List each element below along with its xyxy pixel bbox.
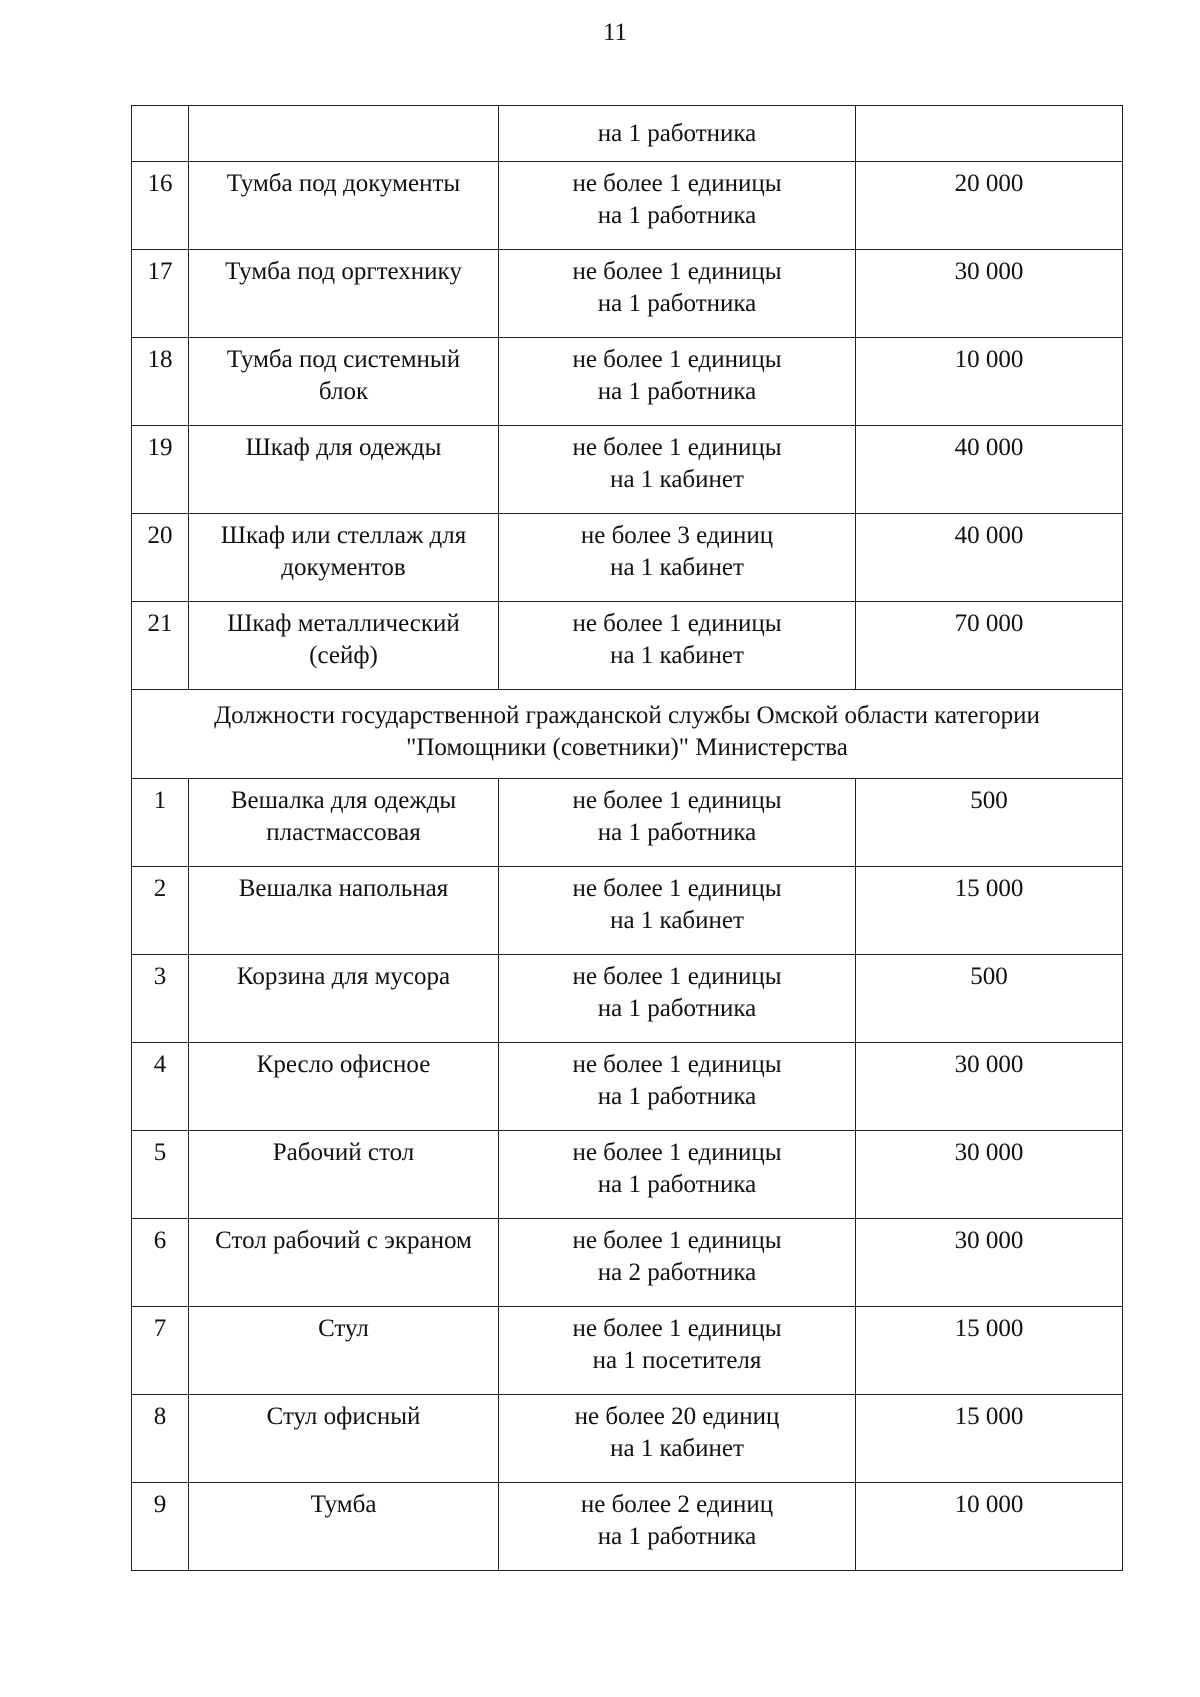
quantity-line: не более 1 единицы xyxy=(572,258,782,285)
item-name-line: документов xyxy=(281,554,406,581)
section-header-line: "Помощники (советники)" Министерства xyxy=(406,734,848,761)
table-row xyxy=(132,514,1123,602)
price-cell: 500 xyxy=(856,779,1123,867)
row-number-cell: 8 xyxy=(132,1395,189,1483)
quantity-cell xyxy=(499,779,856,867)
item-name-line: Корзина для мусора xyxy=(236,963,451,990)
quantity-line: на 1 работника xyxy=(597,290,757,317)
quantity-line: не более 1 единицы xyxy=(572,1139,782,1166)
table-row xyxy=(132,1483,1123,1571)
quantity-cell xyxy=(499,1307,856,1395)
item-name-cell xyxy=(189,1395,499,1483)
quantity-cell xyxy=(499,602,856,690)
quantity-line: не более 1 единицы xyxy=(572,610,782,637)
price-cell: 40 000 xyxy=(856,514,1123,602)
item-name-cell xyxy=(189,250,499,338)
quantity-line: на 1 кабинет xyxy=(610,466,744,493)
table-row xyxy=(132,1307,1123,1395)
row-number-cell: 17 xyxy=(132,250,189,338)
item-name-line: Вешалка напольная xyxy=(238,875,449,902)
item-name-line: Стул xyxy=(318,1315,369,1342)
quantity-line: на 1 кабинет xyxy=(610,554,744,581)
row-number-cell xyxy=(132,106,189,162)
quantity-line: не более 1 единицы xyxy=(572,346,782,373)
quantity-line: на 1 работника xyxy=(597,120,757,147)
item-name-cell xyxy=(189,779,499,867)
quantity-cell xyxy=(499,1219,856,1307)
item-name-line: Шкаф металлический xyxy=(227,610,460,637)
item-name-line: Вешалка для одежды xyxy=(230,787,457,814)
item-name-cell xyxy=(189,1043,499,1131)
table-row xyxy=(132,162,1123,250)
table-row xyxy=(132,1131,1123,1219)
price-cell: 20 000 xyxy=(856,162,1123,250)
row-number-cell: 19 xyxy=(132,426,189,514)
furniture-norms-table xyxy=(131,105,1123,1571)
row-number-cell: 7 xyxy=(132,1307,189,1395)
item-name-cell xyxy=(189,1483,499,1571)
quantity-line: на 1 посетителя xyxy=(592,1347,762,1374)
quantity-cell xyxy=(499,426,856,514)
quantity-cell xyxy=(499,1395,856,1483)
quantity-line: не более 20 единиц xyxy=(574,1403,780,1430)
item-name-cell xyxy=(189,514,499,602)
price-cell: 30 000 xyxy=(856,1131,1123,1219)
table-row xyxy=(132,602,1123,690)
row-number-cell: 16 xyxy=(132,162,189,250)
item-name-line: блок xyxy=(318,378,369,405)
row-number-cell: 21 xyxy=(132,602,189,690)
quantity-line: не более 3 единиц xyxy=(580,522,774,549)
item-name-cell xyxy=(189,426,499,514)
quantity-cell xyxy=(499,1131,856,1219)
page-number: 11 xyxy=(602,19,628,46)
price-cell: 15 000 xyxy=(856,1307,1123,1395)
quantity-cell xyxy=(499,250,856,338)
quantity-line: не более 1 единицы xyxy=(572,963,782,990)
row-number-cell: 9 xyxy=(132,1483,189,1571)
item-name-line: Шкаф или стеллаж для xyxy=(220,522,467,549)
row-number-cell: 20 xyxy=(132,514,189,602)
quantity-cell xyxy=(499,955,856,1043)
quantity-line: на 1 работника xyxy=(597,1523,757,1550)
table-row xyxy=(132,867,1123,955)
row-number-cell: 3 xyxy=(132,955,189,1043)
quantity-cell xyxy=(499,514,856,602)
table-row xyxy=(132,1395,1123,1483)
price-cell: 40 000 xyxy=(856,426,1123,514)
quantity-line: не более 1 единицы xyxy=(572,1227,782,1254)
item-name-line: Шкаф для одежды xyxy=(245,434,442,461)
item-name-cell xyxy=(189,602,499,690)
table-row xyxy=(132,779,1123,867)
section-header-row xyxy=(132,690,1123,779)
table-row xyxy=(132,1043,1123,1131)
row-number-cell: 4 xyxy=(132,1043,189,1131)
table-row xyxy=(132,106,1123,162)
row-number-cell: 18 xyxy=(132,338,189,426)
section-header-line: Должности государственной гражданской службы Омской области категории xyxy=(214,702,1040,729)
table-row xyxy=(132,338,1123,426)
price-cell: 500 xyxy=(856,955,1123,1043)
quantity-line: не более 1 единицы xyxy=(572,875,782,902)
table-body xyxy=(132,106,1123,1571)
quantity-cell xyxy=(499,106,856,162)
price-cell: 70 000 xyxy=(856,602,1123,690)
table-row xyxy=(132,426,1123,514)
quantity-line: не более 1 единицы xyxy=(572,1315,782,1342)
row-number-cell: 5 xyxy=(132,1131,189,1219)
item-name-cell xyxy=(189,867,499,955)
quantity-line: не более 1 единицы xyxy=(572,170,782,197)
quantity-line: не более 1 единицы xyxy=(572,434,782,461)
quantity-line: на 1 работника xyxy=(597,1171,757,1198)
quantity-line: на 1 работника xyxy=(597,202,757,229)
table-row xyxy=(132,1219,1123,1307)
table-row xyxy=(132,250,1123,338)
item-name-line: Тумба под системный xyxy=(226,346,461,373)
quantity-line: не более 1 единицы xyxy=(572,1051,782,1078)
row-number-cell: 1 xyxy=(132,779,189,867)
item-name-line: (сейф) xyxy=(309,642,378,669)
item-name-cell xyxy=(189,1131,499,1219)
item-name-line: Тумба под документы xyxy=(226,170,461,197)
table-row xyxy=(132,955,1123,1043)
quantity-cell xyxy=(499,1043,856,1131)
item-name-line: Кресло офисное xyxy=(256,1051,431,1078)
item-name-line: Тумба xyxy=(310,1491,377,1518)
item-name-cell xyxy=(189,1219,499,1307)
item-name-cell xyxy=(189,955,499,1043)
item-name-cell xyxy=(189,338,499,426)
section-header xyxy=(132,690,1123,779)
quantity-line: на 2 работника xyxy=(597,1259,757,1286)
item-name-line: Стул офисный xyxy=(266,1403,421,1430)
quantity-line: не более 1 единицы xyxy=(572,787,782,814)
quantity-line: на 1 работника xyxy=(597,819,757,846)
row-number-cell: 6 xyxy=(132,1219,189,1307)
quantity-line: на 1 кабинет xyxy=(610,1435,744,1462)
item-name-cell xyxy=(189,106,499,162)
price-cell: 15 000 xyxy=(856,867,1123,955)
quantity-line: не более 2 единиц xyxy=(580,1491,774,1518)
item-name-line: Рабочий стол xyxy=(272,1139,415,1166)
quantity-cell xyxy=(499,162,856,250)
item-name-cell xyxy=(189,162,499,250)
quantity-cell xyxy=(499,867,856,955)
quantity-line: на 1 работника xyxy=(597,995,757,1022)
price-cell xyxy=(856,106,1123,162)
item-name-line: Тумба под оргтехнику xyxy=(225,258,462,285)
price-cell: 10 000 xyxy=(856,1483,1123,1571)
quantity-line: на 1 кабинет xyxy=(610,907,744,934)
quantity-cell xyxy=(499,338,856,426)
quantity-cell xyxy=(499,1483,856,1571)
item-name-line: пластмассовая xyxy=(266,819,421,846)
quantity-line: на 1 работника xyxy=(597,1083,757,1110)
price-cell: 10 000 xyxy=(856,338,1123,426)
quantity-line: на 1 работника xyxy=(597,378,757,405)
item-name-cell xyxy=(189,1307,499,1395)
item-name-line: Стол рабочий с экраном xyxy=(215,1227,472,1254)
price-cell: 30 000 xyxy=(856,1043,1123,1131)
price-cell: 15 000 xyxy=(856,1395,1123,1483)
quantity-line: на 1 кабинет xyxy=(610,642,744,669)
price-cell: 30 000 xyxy=(856,1219,1123,1307)
price-cell: 30 000 xyxy=(856,250,1123,338)
row-number-cell: 2 xyxy=(132,867,189,955)
